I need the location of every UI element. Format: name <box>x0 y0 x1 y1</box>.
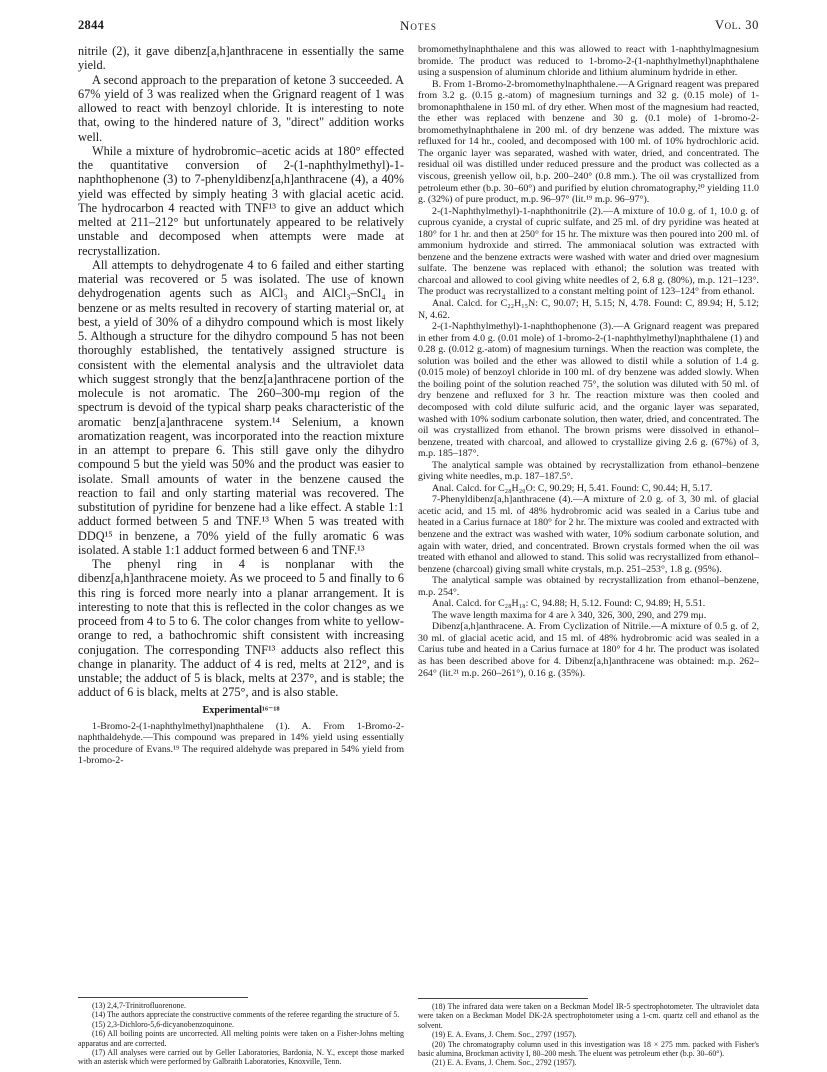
analysis-line: Anal. Calcd. for C₂₈H₁₈: C, 94.88; H, 5.12. Found: C, 94.89; H, 5.51. <box>432 598 706 610</box>
footnote: (17) All analyses were carried out by Geller Laboratories, Bardonia, N. Y., except those marked with an asterisk which were performed by Galbraith Laboratories, Knoxville, Tenn. <box>78 1048 404 1067</box>
paragraph: While a mixture of hydrobromic–acetic acids at 180° effected the quantitative conversion of 2-(1-naphthylmethyl)-1-naphthophenone (3) to 7-phenyldibenz[a,h]anthracene (4), a 40% yield was effected by simply heating 3 with glacial acetic acid. The hydrocarbon 4 reacted with TNF¹³ to give an adduct which melted at 211–212° but unfortunately appeared to be relatively unstable and decomposed when attempts were made at recrystallization. <box>78 143 404 258</box>
experimental-paragraph: 1-Bromo-2-(1-naphthylmethyl)naphthalene (1). A. From 1-Bromo-2-naphthaldehyde.—This compound was prepared in 14% yield using essentially the procedure of Evans.¹⁹ The required aldehyde was prepared in 54% yield from 1-bromo-2- <box>78 720 404 767</box>
volume-label: Vol. 30 <box>715 18 759 32</box>
footnotes-right <box>418 994 759 1068</box>
paragraph: bromomethylnaphthalene and this was allowed to react with 1-naphthylmagnesium bromide. The product was reduced to 1-bromo-2-(1-naphthylmethyl)naphthalene using a suspension of aluminum chloride and lithium aluminum hydride in ether. <box>418 44 759 79</box>
footnote: (14) The authors appreciate the constructive comments of the referee regarding the structure of 5. <box>92 1010 400 1020</box>
footnote-divider <box>418 998 588 999</box>
footnote: (21) E. A. Evans, J. Chem. Soc., 2792 (1957). <box>432 1058 577 1068</box>
paragraph: The phenyl ring in 4 is nonplanar with the dibenz[a,h]anthracene moiety. As we proceed to 5 and finally to 6 this ring is forced more nearly into a planar arrangement. It is interesting to note that this is reflected in the color changes as we proceed from 4 to 5 to 6. The color changes from white to yellow-orange to red, a bathochromic shift consistent with increasing conjugation. The corresponding TNF¹³ adducts also reflect this change in planarity. The adduct of 4 is red, melts at 212°, and is unstable; the adduct of 5 is black, melts at 237°, and is stable; the adduct of 6 is black, melts at 275°, and is also stable. <box>78 557 404 700</box>
paragraph: Dibenz[a,h]anthracene. A. From Cyclization of Nitrile.—A mixture of 0.5 g. of 2, 30 ml. of glacial acetic acid, and 15 ml. of 48% hydrobromic acid was sealed in a Carius tube and heated in a Carius furnace at 180° for 4 hr. The product was isolated as has been described above for 4. Dibenz[a,h]anthracene was obtained: m.p. 262–264° (lit.²¹ m.p. 260–261°), 0.16 g. (35%). <box>418 621 759 679</box>
running-header <box>78 18 759 36</box>
footnote-divider <box>78 997 248 998</box>
footnote: (15) 2,3-Dichloro-5,6-dicyanobenzoquinone. <box>92 1019 234 1029</box>
footnote: (16) All boiling points are uncorrected. All melting points were taken on a Fisher-Johns melting apparatus and are corrected. <box>78 1029 404 1048</box>
left-column <box>78 44 404 1067</box>
page-number: 2844 <box>78 18 105 32</box>
footnote: (18) The infrared data were taken on a Beckman Model IR-5 spectrophotometer. The ultraviolet data were taken on a Beckman Model DK-2A spectrophotometer using a 1-cm. quartz cell and ethanol as the solvent. <box>418 1002 759 1030</box>
right-column <box>418 44 759 1068</box>
footnotes-left <box>78 993 404 1067</box>
paragraph: A second approach to the preparation of ketone 3 succeeded. A 67% yield of 3 was realized when the Grignard reagent of 1 was allowed to react with benzoyl chloride. It is interesting to note that, owing to the hindered nature of 3, "direct" addition works well. <box>78 72 404 144</box>
analysis-line: Anal. Calcd. for C₂₂H₁₅N: C, 90.07; H, 5.15; N, 4.78. Found: C, 89.94; H, 5.12; N, 4.62. <box>418 298 759 321</box>
paragraph: The analytical sample was obtained by recrystallization from ethanol–benzene giving white needles, m.p. 187–187.5°. <box>418 459 759 483</box>
paragraph: 2-(1-Naphthylmethyl)-1-naphthonitrile (2).—A mixture of 10.0 g. of 1, 10.0 g. of cuprous cyanide, a crystal of cupric sulfate, and 25 ml. of dry pyridine was heated at 180° for 1 hr. and then at 250° for 15 hr. The mixture was then poured into 200 ml. of ammonium hydroxide and stirred. The ammoniacal solution was extracted with benzene and the benzene extracts were washed with water and dried over magnesium sulfate. The benzene was replaced with ethanol; the solution was treated with charcoal and allowed to cool giving white needles of 2, 6.8 g. (80%), m.p. 121–123°. The product was recrystallized to a constant melting point of 123–124° from ethanol. <box>418 205 759 298</box>
paragraph: 2-(1-Naphthylmethyl)-1-naphthophenone (3).—A Grignard reagent was prepared in ether from 4.0 g. (0.01 mole) of 1-bromo-2-(1-naphthylmethyl)naphthalene (1) and 0.28 g. (0.012 g.-atom) of magnesium turnings. When the reaction was complete, the solution was boiled and the ether was allowed to distil while a solution of 1.4 g. (0.015 mole) of benzoyl chloride in 100 ml. of dry benzene was added slowly. When the boiling point of the solution reached 75°, the solution was diluted with 50 ml. of dry benzene and refluxed for 3 hr. The reaction mixture was then cooled and decomposed with cold dilute sulfuric acid, and the organic layer was separated, washed with 10% sodium carbonate solution, then water, dried, and concentrated. The oil was crystallized from ethanol. The brown prisms were dissolved in ethanol–benzene, treated with charcoal, and allowed to crystallize giving 2.6 g. (67%) of 3, m.p. 185–187°. <box>418 321 759 460</box>
experimental-heading: Experimental¹⁶⁻¹⁸ <box>202 704 280 716</box>
paragraph: The analytical sample was obtained by recrystallization from ethanol–benzene, m.p. 254°. <box>418 575 759 598</box>
footnote: (19) E. A. Evans, J. Chem. Soc., 2797 (1957). <box>432 1030 577 1040</box>
footnote: (13) 2,4,7-Trinitrofluorenone. <box>92 1001 186 1010</box>
paragraph: nitrile (2), it gave dibenz[a,h]anthracene in essentially the same yield. <box>78 44 404 73</box>
paragraph: The wave length maxima for 4 are λ 340, 326, 300, 290, and 279 mμ. <box>432 609 707 621</box>
paragraph: All attempts to dehydrogenate 4 to 6 failed and either starting material was recovered or 5 was isolated. The use of known dehydrogenation agents such as AlCl₃ and AlCl₃–SnCl₄ in benzene or as melts resulted in recovery of starting material or, at best, a yield of 30% of a dihydro compound which is most likely 5. Although a structure for the dihydro compound 5 has not been thoroughly established, the tentatively assigned structure is consistent with the elemental analysis and the ultraviolet data which suggest strongly that the benz[a]anthracene portion of the molecule is not aromatic. The 260–300-mμ region of the spectrum is devoid of the typical sharp peaks characteristic of the aromatic benz[a]anthracene system.¹⁴ Selenium, a known aromatization reagent, was incorporated into the reaction mixture in an attempt to prepare 6. This still gave only the dihydro compound 5 but the yield was 50% and the product was easier to isolate. Small amounts of water in the benzene caused the reaction to fail and only starting material was recovered. The substitution of pyridine for benzene had a like effect. A stable 1:1 adduct formed between 5 and TNF.¹³ When 5 was treated with DDQ¹⁵ in benzene, a 70% yield of the fully aromatic 6 was isolated. A stable 1:1 adduct formed between 6 and TNF.¹³ <box>78 257 404 557</box>
section-title: Notes <box>400 18 437 33</box>
analysis-line: Anal. Calcd. for C₂₈H₂₀O: C, 90.29; H, 5.41. Found: C, 90.44; H, 5.17. <box>432 482 713 494</box>
paragraph: 7-Phenyldibenz[a,h]anthracene (4).—A mixture of 2.0 g. of 3, 30 ml. of glacial acetic acid, and 15 ml. of 48% hydrobromic acid was sealed in a Carius tube and heated in a Carius furnace at 180° for 2 hr. The mixture was cooled and extracted with benzene and the extract was washed with water, 10% sodium carbonate solution, and again with water, dried, and concentrated. Brown crystals formed when the oil was treated with ethanol and allowed to stand. This solid was recrystallized from ethanol–benzene (charcoal) giving small white crystals, m.p. 251–253°, 1.8 g. (95%). <box>418 494 759 575</box>
footnote: (20) The chromatography column used in this investigation was 18 × 275 mm. packed with Fisher's basic alumina, Brockman activity I, 80–200 mesh. The eluent was petroleum ether (b.p. 30–60°). <box>418 1039 759 1059</box>
paragraph: B. From 1-Bromo-2-bromomethylnaphthalene.—A Grignard reagent was prepared from 3.2 g. (0.15 g.-atom) of magnesium turnings and 32 g. (0.15 mole) of 1-bromonaphthalene in 150 ml. of dry ether. When most of the magnesium had reacted, the ether was replaced with benzene and 30 g. (0.1 mole) of 1-bromo-2-bromomethylnaphthalene in 200 ml. of dry benzene was added. The mixture was refluxed for 14 hr., cooled, and decomposed with 100 ml. of 10% hydrochloric acid. The organic layer was separated, washed with water, dried, and concentrated. The residual oil was distilled under reduced pressure and the product was collected as a viscous, greenish yellow oil, b.p. 200–240° (0.8 mm.). The oil was crystallized from petroleum ether (b.p. 30–60°) and purified by elution chromatography,²⁰ yielding 11.0 g. (32%) of pure product, m.p. 96–97° (lit.¹⁹ m.p. 96–97°). <box>418 78 759 206</box>
